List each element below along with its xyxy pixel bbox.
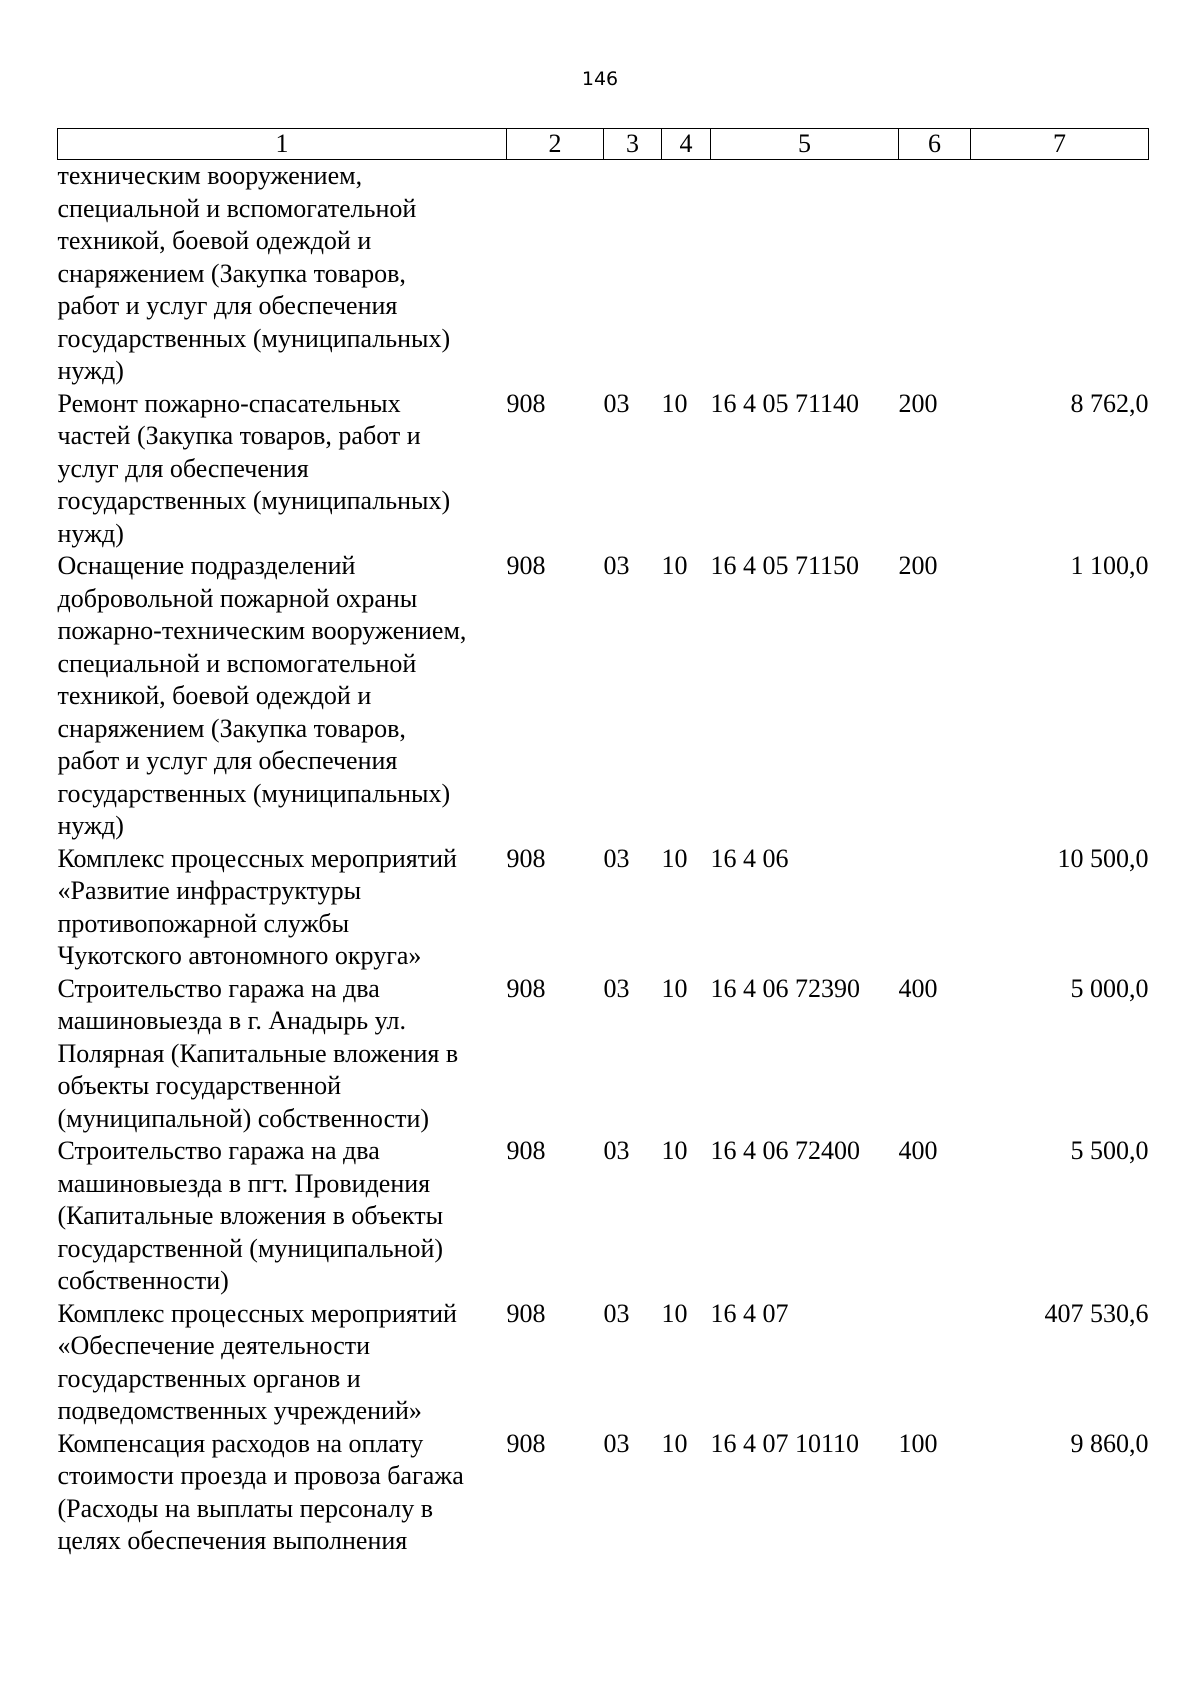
admin-code-cell: 908 — [506, 973, 546, 1003]
subsection-code-cell: 10 — [661, 843, 688, 873]
target-article-cell: 16 4 05 71140 — [710, 388, 860, 418]
subsection-code-cell: 10 — [661, 973, 688, 1003]
admin-code-cell: 908 — [506, 1136, 546, 1165]
item-name-line: Комплекс процессных мероприятий — [57, 1298, 457, 1328]
item-name-line: работ и услуг для обеспечения — [57, 746, 398, 775]
item-name-line: услуг для обеспечения — [57, 453, 309, 483]
item-name-line: «Развитие инфраструктуры — [57, 876, 362, 905]
item-name-line: государственной (муниципальной) — [57, 1233, 444, 1263]
item-name-line: техническим вооружением, — [57, 161, 363, 190]
expense-type-cell: 200 — [898, 551, 938, 580]
item-name-cell — [58, 160, 507, 388]
column-header-7: 7 — [971, 129, 1149, 160]
item-name-line: государственных (муниципальных) — [57, 323, 451, 353]
item-name-line: собственности) — [57, 1266, 229, 1295]
expense-type-cell — [899, 1298, 971, 1428]
target-article-cell: 16 4 06 72400 — [710, 1136, 860, 1165]
item-name-line: специальной и вспомогательной — [57, 648, 417, 678]
item-name-line: Чукотского автономного округа» — [57, 941, 422, 970]
item-name-cell — [58, 388, 507, 551]
target-article-cell: 16 4 05 71150 — [710, 551, 860, 580]
expense-type-cell — [899, 160, 971, 388]
item-name-line: Компенсация расходов на оплату — [57, 1428, 424, 1458]
subsection-code-cell: 10 — [661, 1428, 688, 1458]
column-header-4: 4 — [662, 129, 711, 160]
amount-cell — [971, 160, 1149, 388]
admin-code-cell — [507, 160, 604, 388]
item-name-cell — [58, 973, 507, 1136]
table-row — [58, 843, 1149, 973]
item-name-cell — [58, 1298, 507, 1428]
item-name-line: пожарно-техническим вооружением, — [57, 616, 467, 645]
table-body — [58, 160, 1149, 1558]
subsection-code-cell: 10 — [661, 388, 688, 418]
section-code-cell: 03 — [603, 1298, 630, 1328]
amount-cell: 1 100,0 — [1070, 551, 1149, 580]
column-header-2: 2 — [507, 129, 604, 160]
column-header-6: 6 — [899, 129, 971, 160]
item-name-line: работ и услуг для обеспечения — [57, 291, 398, 320]
expense-type-cell: 200 — [898, 388, 938, 418]
item-name-line: Строительство гаража на два — [57, 973, 380, 1003]
section-code-cell: 03 — [603, 1428, 630, 1458]
table-header — [58, 129, 1149, 160]
amount-cell: 8 762,0 — [1070, 388, 1149, 418]
item-name-line: снаряжением (Закупка товаров, — [57, 713, 406, 743]
item-name-line: целях обеспечения выполнения — [57, 1526, 408, 1555]
item-name-line: «Обеспечение деятельности — [57, 1331, 371, 1360]
expense-type-cell: 400 — [898, 973, 938, 1003]
item-name-line: (Капитальные вложения в объекты — [57, 1201, 444, 1230]
target-article-cell: 16 4 06 72390 — [710, 973, 860, 1003]
subsection-code-cell — [662, 160, 711, 388]
table-row — [58, 1135, 1149, 1298]
item-name-line: государственных (муниципальных) — [57, 778, 451, 808]
page-number: 146 — [581, 68, 619, 90]
section-code-cell: 03 — [603, 843, 630, 873]
item-name-line: Полярная (Капитальные вложения в — [57, 1038, 459, 1068]
item-name-cell — [58, 550, 507, 843]
item-name-cell — [58, 1135, 507, 1298]
item-name-line: Строительство гаража на два — [57, 1136, 380, 1165]
item-name-line: противопожарной службы — [57, 908, 350, 938]
table-row — [58, 550, 1149, 843]
subsection-code-cell: 10 — [661, 551, 688, 580]
amount-cell: 10 500,0 — [1057, 843, 1149, 873]
expense-type-cell — [899, 843, 971, 973]
section-code-cell — [604, 160, 662, 388]
admin-code-cell: 908 — [506, 388, 546, 418]
item-name-line: государственных (муниципальных) — [57, 486, 451, 515]
item-name-line: (Расходы на выплаты персоналу в — [57, 1493, 434, 1523]
item-name-cell — [58, 1428, 507, 1558]
table-row — [58, 1298, 1149, 1428]
target-article-cell — [711, 160, 899, 388]
expense-type-cell: 400 — [898, 1136, 938, 1165]
amount-cell: 5 000,0 — [1070, 973, 1149, 1003]
admin-code-cell: 908 — [506, 843, 546, 873]
budget-table — [57, 128, 1149, 1558]
admin-code-cell: 908 — [506, 1428, 546, 1458]
target-article-cell: 16 4 07 — [710, 1298, 789, 1328]
column-header-5: 5 — [711, 129, 899, 160]
item-name-line: Оснащение подразделений — [57, 551, 356, 580]
section-code-cell: 03 — [603, 1136, 630, 1165]
column-header-1: 1 — [58, 129, 507, 160]
table-row — [58, 388, 1149, 551]
item-name-line: (муниципальной) собственности) — [57, 1103, 430, 1133]
table-row — [58, 973, 1149, 1136]
item-name-cell — [58, 843, 507, 973]
item-name-line: техникой, боевой одеждой и — [57, 681, 372, 710]
amount-cell: 407 530,6 — [1044, 1298, 1149, 1328]
item-name-line: Комплекс процессных мероприятий — [57, 843, 457, 873]
item-name-line: снаряжением (Закупка товаров, — [57, 258, 406, 288]
section-code-cell: 03 — [603, 551, 630, 580]
expense-type-cell: 100 — [898, 1428, 938, 1458]
column-header-3: 3 — [604, 129, 662, 160]
table-row — [58, 1428, 1149, 1558]
item-name-line: государственных органов и — [57, 1363, 361, 1393]
target-article-cell: 16 4 06 — [710, 843, 789, 873]
item-name-line: нужд) — [57, 811, 124, 840]
item-name-line: машиновыезда в пгт. Провидения — [57, 1168, 431, 1198]
admin-code-cell: 908 — [506, 551, 546, 580]
amount-cell: 9 860,0 — [1070, 1428, 1149, 1458]
section-code-cell: 03 — [603, 973, 630, 1003]
subsection-code-cell: 10 — [661, 1136, 688, 1165]
item-name-line: нужд) — [57, 356, 124, 385]
item-name-line: стоимости проезда и провоза багажа — [57, 1461, 464, 1490]
item-name-line: техникой, боевой одеждой и — [57, 226, 372, 255]
item-name-line: нужд) — [57, 518, 124, 548]
item-name-line: Ремонт пожарно-спасательных — [57, 388, 401, 418]
target-article-cell: 16 4 07 10110 — [710, 1428, 860, 1458]
item-name-line: специальной и вспомогательной — [57, 193, 417, 223]
item-name-line: подведомственных учреждений» — [57, 1396, 422, 1425]
admin-code-cell: 908 — [506, 1298, 546, 1328]
subsection-code-cell: 10 — [661, 1298, 688, 1328]
item-name-line: частей (Закупка товаров, работ и — [57, 421, 421, 450]
table-row — [58, 160, 1149, 388]
section-code-cell: 03 — [603, 388, 630, 418]
column-number-row — [58, 129, 1149, 160]
item-name-line: машиновыезда в г. Анадырь ул. — [57, 1006, 406, 1035]
item-name-line: добровольной пожарной охраны — [57, 583, 418, 613]
amount-cell: 5 500,0 — [1070, 1136, 1149, 1165]
item-name-line: объекты государственной — [57, 1071, 341, 1100]
